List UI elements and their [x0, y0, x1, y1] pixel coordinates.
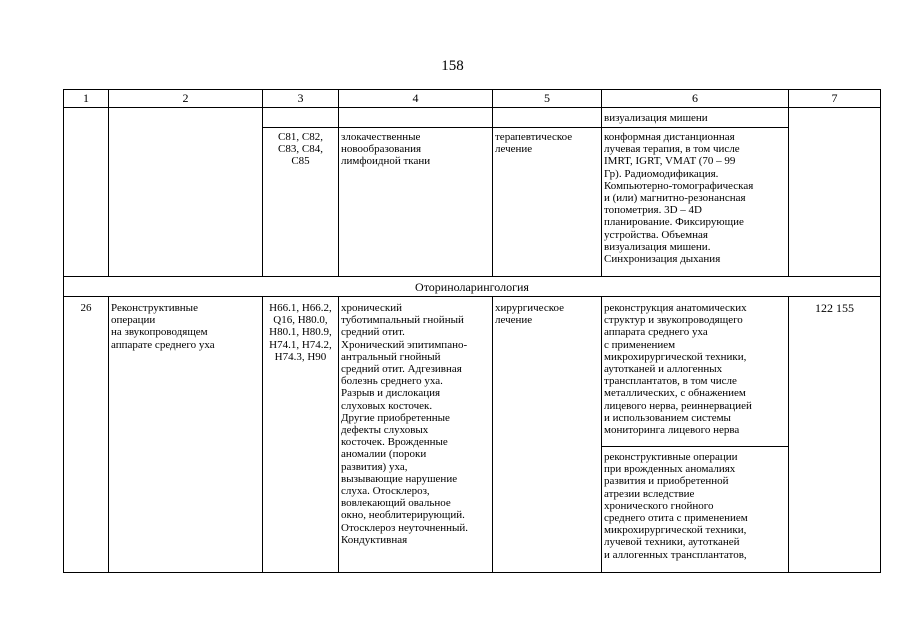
header-col-1: 1 [83, 91, 89, 105]
table-top-border [63, 89, 881, 90]
header-bottom-border [63, 107, 881, 108]
header-col-7: 7 [831, 91, 838, 105]
cell-treatment-method: реконструктивные операции при врожденных аномалиях развития и приобретенной атрезии вследствие хронического гнойного среднего отита с применением микрохирургической техники, лучевой техники, аутотканей и аллогенных трансплантатов, [604, 451, 748, 561]
cell-disease-model: хронический туботимпальный гнойный средний отит. Хронический эпитимпано- антральный гнойный средний отит. Адгезивная болезнь среднего уха. Разрыв и дислокация слуховых косточек. Другие приобретенные дефекты слуховых косточек. Врожденные аномалии (пороки развития) уха, вызывающие нарушение слуха. Отосклероз, вовлекающий овальное окно, необлитерирующий. Отосклероз неуточненный. Кондуктивная [341, 302, 469, 546]
cell-treatment-method: реконструкция анатомических структур и звукопроводящего аппарата среднего уха с применением микрохирургической техники, аутотканей и аллогенных трансплантатов, в том числе металлических, с обнажением лицевого нерва, реиннервацией и использованием системы мониторинга лицевого нерва [604, 302, 752, 437]
col-divider-6-7-lower [788, 296, 789, 573]
col-divider-5-6 [601, 89, 602, 277]
col-divider-2-3 [262, 89, 263, 277]
col-divider-3-4 [338, 89, 339, 277]
table-right-border [880, 89, 881, 573]
cell-row-number: 26 [80, 302, 92, 314]
cell-disease-model: злокачественные новообразования лимфоидной ткани [341, 131, 431, 168]
section-top-border [63, 276, 881, 277]
cell-diagnosis-codes: H66.1, H66.2, Q16, H80.0, H80.1, H80.9, H74.1, H74.2, H74.3, H90 [269, 302, 332, 363]
table-left-border [63, 89, 64, 573]
cell-treatment-type: терапевтическое лечение [495, 131, 573, 156]
inner-row-divider [262, 127, 789, 128]
cell-cost: 122 155 [815, 301, 854, 315]
header-col-3: 3 [297, 91, 304, 105]
header-col-6: 6 [692, 91, 698, 105]
section-bottom-border [63, 296, 881, 297]
cell-treatment-method: конформная дистанционная лучевая терапия, в том числе IMRT, IGRT, VMAT (70 – 99 Гр). Радиомодификация. Компьютерно-томографическая и (или) магнитно-резонансная топометрия. 3D – 4D планирование. Фиксирующие устройства. Объемная визуализация мишени. Синхронизация дыхания [604, 131, 754, 266]
cell-diagnosis-codes: С81, С82, С83, С84, С85 [278, 131, 323, 168]
cell-col6-continuation: визуализация мишени [604, 112, 708, 124]
header-col-5: 5 [544, 91, 550, 105]
page-number: 158 [441, 58, 464, 74]
col-divider-4-5 [492, 89, 493, 277]
table-bottom-border [63, 572, 881, 573]
header-col-4: 4 [412, 91, 419, 105]
col-divider-6-7 [788, 89, 789, 277]
col-divider-1-2-lower [108, 296, 109, 573]
section-title: Оториноларингология [415, 280, 529, 294]
col-divider-5-6-lower [601, 296, 602, 573]
col6-sub-divider [601, 446, 789, 447]
cell-care-type: Реконструктивные операции на звукопроводящем аппарате среднего уха [111, 302, 215, 351]
header-col-2: 2 [182, 91, 189, 105]
col-divider-4-5-lower [492, 296, 493, 573]
col-divider-1-2 [108, 89, 109, 277]
cell-treatment-type: хирургическое лечение [495, 302, 565, 327]
